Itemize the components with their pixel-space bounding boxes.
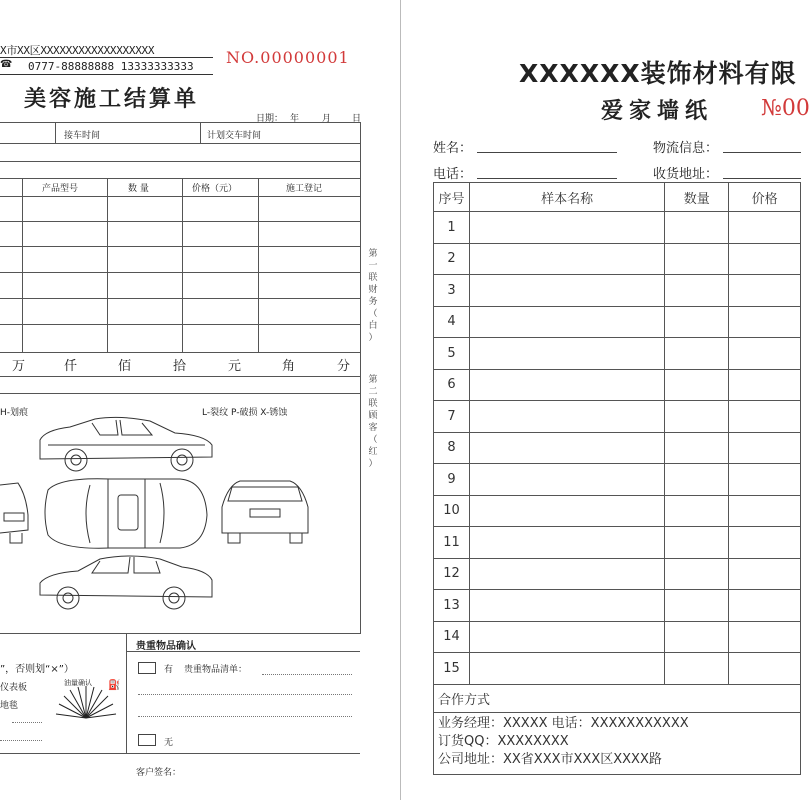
order-table [433,182,801,775]
logistics-field[interactable] [723,152,801,153]
date-label: 日期： [256,114,284,124]
company-address: X市XX区XXXXXXXXXXXXXXXXXX [0,44,155,57]
has-valuables-checkbox[interactable] [138,662,156,674]
order-number: №00 [761,96,810,121]
copy-label-customer: 第 二 联 顾 客 （ 红 ） [368,375,378,469]
legend-damage-codes: L-裂纹 P-破损 X-锈蚀 [202,408,288,418]
col-construction: 施工登记 [286,184,323,194]
table-row: 13 [434,590,801,622]
car-top-view [45,479,207,549]
logistics-label: 物流信息： [653,141,719,156]
table-row: 14 [434,621,801,653]
no-valuables-checkbox[interactable] [138,734,156,746]
table-row: 2 [434,243,801,275]
col-sample-name: 样本名称 [469,183,664,212]
name-label: 姓名： [433,141,473,156]
instructions-text: ”，否则划“×”） [0,664,74,675]
dashboard-label: 仪表板 [0,683,28,693]
wallpaper-order-form [400,0,810,800]
col-seq: 序号 [434,183,470,212]
col-quantity: 数 量 [128,184,149,194]
table-row: 15 [434,653,801,685]
valuables-list-label: 贵重物品清单： [184,665,248,675]
table-row: 6 [434,369,801,401]
company-address-line: 公司地址：XX省XXX市XXX区XXXX路 [438,751,662,767]
company-phone: 0777-88888888 13333333333 [28,60,194,73]
serial-number: NO.00000001 [226,48,350,67]
car-damage-diagram [0,415,360,615]
table-row: 8 [434,432,801,464]
manager-line: 业务经理：XXXXX 电话：XXXXXXXXXXX [438,715,689,731]
fuel-pump-icon: ⛽ [108,680,121,691]
table-row: 3 [434,275,801,307]
table-row: 10 [434,495,801,527]
col-price: 价格（元） [192,184,238,194]
valuables-title: 贵重物品确认 [136,641,196,652]
table-row: 12 [434,558,801,590]
table-row: 5 [434,338,801,370]
name-field[interactable] [477,152,617,153]
product-subtitle: 爱家墙纸 [601,98,714,124]
table-row: 4 [434,306,801,338]
address-label: 收货地址： [653,167,719,182]
customer-signature-label: 客户签名： [136,768,182,778]
fuel-label: 油量确认 [64,679,92,687]
phone-label: 电话： [433,167,473,182]
col-quantity: 数量 [665,183,729,212]
address-field[interactable] [723,178,801,179]
legend-scratch: H-划痕 [0,408,29,418]
col-price: 价格 [729,183,801,212]
car-beauty-settlement-form: X市XX区XXXXXXXXXXXXXXXXXX ☎ 0777-88888888 13333333333 NO.00000001 美容施工结算单 日期： 年 月 日 接车时间 计划交车时间 产品型号 数 量 价格（元） 施工登记 万 仟 佰 拾 元 角 分 第 一 联 财 务 （ 白 ） 第 二 联 顾 客 （ 红 ） H-划痕 L-裂纹 P-破损 X-锈蚀 贵重物品确认 ”，否则划“×”） 仪表板 地毯 油量确认 ⛽ 有 贵重物品清单： 无 客户签名： [0,0,400,800]
car-side-view-right [40,556,212,609]
car-rear-view [222,481,308,543]
form-title: 美容施工结算单 [24,86,200,112]
car-front-view [0,483,28,543]
cooperation-label: 合作方式 [434,684,801,712]
table-row: 7 [434,401,801,433]
table-row: 11 [434,527,801,559]
qq-line: 订货QQ：XXXXXXXX [438,733,569,749]
phone-field[interactable] [477,178,617,179]
col-product-model: 产品型号 [42,184,79,194]
mat-label: 地毯 [0,701,19,711]
company-name: XXXXXX装饰材料有限 [519,59,797,88]
table-row: 9 [434,464,801,496]
planned-delivery-label: 计划交车时间 [207,131,262,141]
car-side-view-left [40,417,212,471]
copy-label-finance: 第 一 联 财 务 （ 白 ） [368,249,378,343]
table-row: 1 [434,212,801,244]
phone-icon: ☎ [0,59,13,70]
pickup-time-label: 接车时间 [64,131,101,141]
